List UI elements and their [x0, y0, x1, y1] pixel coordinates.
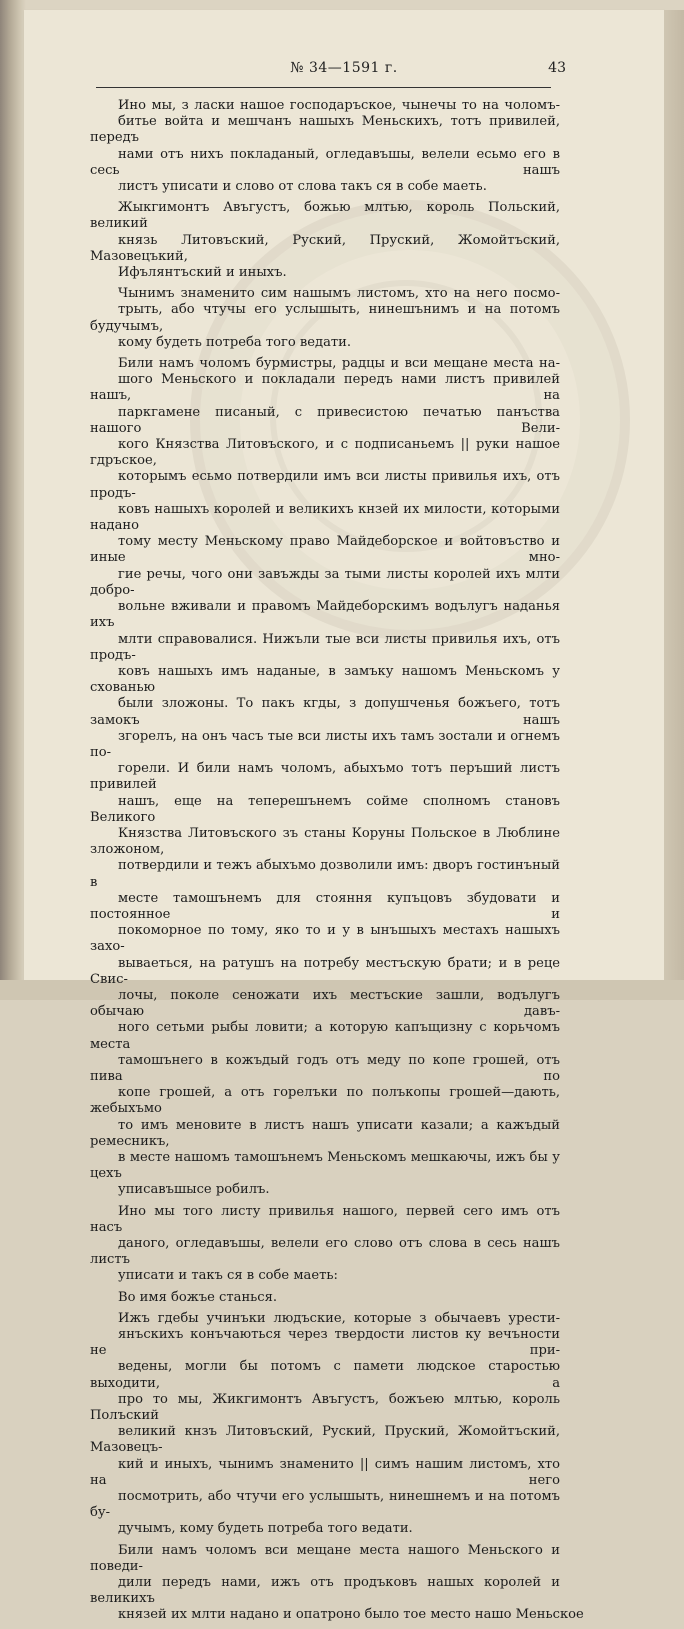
text-line: уписати и такъ ся в собе маеть:	[118, 1268, 338, 1284]
text-line: дили передъ нами, ижъ отъ продъковъ нашых королей и великихъ	[90, 1575, 560, 1607]
text-line: янъскихъ конъчаються через твердости листов ку вечъности не при-	[90, 1327, 560, 1359]
text-line: трыть, або чтучы его услышыть, нинешънимъ и на потомъ будучымъ,	[90, 302, 560, 334]
text-line: Во имя божъе станься.	[118, 1289, 278, 1305]
page-edge	[664, 10, 684, 1000]
text-line: уписавъшысе робилъ.	[118, 1182, 270, 1198]
text-line: Чынимъ знаменито сим нашымъ листомъ, хто на него посмо-	[118, 286, 560, 302]
text-line: кий и иныхъ, чынимъ знаменито || симъ нашим листомъ, хто на него	[90, 1456, 560, 1488]
text-line: в месте нашомъ тамошънемъ Меньскомъ мешкаючы, ижъ бы у цехъ	[90, 1150, 560, 1182]
paragraph	[90, 1290, 560, 1306]
header-rule	[96, 87, 551, 88]
paragraph	[90, 1204, 560, 1285]
text-line: лочы, поколе сеножати ихъ местъские зашли, водълугъ обычаю давъ-	[90, 987, 560, 1020]
text-line: гие речы, чого они завъжды за тыми листы королей ихъ млти добро-	[90, 566, 560, 598]
book-spine-shadow	[0, 0, 26, 1000]
paragraph	[90, 286, 560, 351]
text-line: покоморное по тому, яко то и у в ынъшыхъ местахъ нашыхъ захо-	[90, 923, 560, 955]
text-line: дучымъ, кому будеть потреба того ведати.	[118, 1521, 413, 1537]
text-line: Ижъ гдебы учинъки людъские, которые з обычаевъ урести-	[118, 1310, 560, 1326]
text-line: ковъ нашыхъ имъ наданые, в замъку нашомъ Меньскомъ у схованью	[90, 663, 560, 696]
text-line: нами отъ нихъ покладаный, огледавъшы, велели есьмо его в сесь нашъ	[90, 146, 560, 178]
text-line: Жыкгимонтъ Авъгустъ, божью млтью, король Польский, великий	[90, 200, 560, 232]
text-line: листъ уписати и слово от слова такъ ся в собе маеть.	[118, 179, 487, 195]
text-line: потвердили и тежъ абыхъмо дозволили имъ: дворъ гостинъный в	[90, 858, 560, 890]
document-body	[90, 98, 584, 1629]
text-line: ведены, могли бы потомъ с памети людское старостью выходити, а	[90, 1359, 560, 1391]
paragraph	[90, 356, 560, 1199]
text-line: вольне вживали и правомъ Майдеборскимъ водълугъ наданья ихъ	[90, 599, 560, 631]
text-line: кому будеть потреба того ведати.	[118, 334, 352, 350]
text-line: князей их млти надано и опатроно было тое место нашо Меньское	[118, 1607, 584, 1623]
text-line: Ифълянтъский и иныхъ.	[118, 265, 287, 281]
text-line: тому месту Меньскому право Майдеборское и войтовъство и иные мно-	[90, 534, 560, 566]
paragraph	[90, 98, 560, 195]
text-line: даного, огледавъшы, велели его слово отъ слова в сесь нашъ листъ	[90, 1236, 560, 1268]
text-line: горели. И били намъ чоломъ, абыхъмо тотъ перъший листъ привилей	[90, 761, 560, 793]
running-header	[24, 60, 664, 84]
text-line: шого Меньского и покладали передъ нами листъ привилей нашъ, на	[90, 372, 560, 404]
text-line: месте тамошънемъ для стояння купъцовъ збудовати и постоянное и	[90, 890, 560, 922]
document-number-title: № 34—1591 г.	[290, 60, 398, 76]
text-line: ного сетьми рыбы ловити; а которую капъщизну с корьчомъ места	[90, 1020, 560, 1052]
text-line: Били намъ чоломъ бурмистры, радцы и вси мещане места на-	[118, 356, 560, 372]
text-line: которымъ есьмо потвердили имъ вси листы привилья ихъ, отъ продъ-	[90, 469, 560, 501]
text-line: были зложоны. То пакъ кгды, з допушченья божъего, тотъ замокъ нашъ	[90, 696, 560, 728]
text-line: паркгамене писаный, с привесистою печатью панъства нашого Вели-	[90, 404, 560, 436]
text-line: тамошънего в кожъдый годъ отъ меду по копе грошей, отъ пива по	[90, 1052, 560, 1084]
text-line: князь Литовъский, Руский, Пруский, Жомойтъский, Мазовецъкий,	[90, 232, 560, 264]
text-line: Ино мы того листу привилья нашого, первей сего имъ отъ насъ	[90, 1203, 560, 1235]
paragraph	[90, 200, 560, 281]
text-line: то имъ меновите в листъ нашъ уписати казали; а кажъдый ремесникъ,	[90, 1117, 560, 1149]
text-line: ковъ нашыхъ королей и великихъ кнзей их милости, которыми надано	[90, 501, 560, 534]
page-number: 43	[548, 60, 566, 76]
text-line: млти справовалися. Нижъли тые вси листы привилья ихъ, отъ продъ-	[90, 631, 560, 663]
text-line: посмотрить, або чтучи его услышыть, нинешнемъ и на потомъ бу-	[90, 1489, 560, 1521]
text-line: Князства Литовъского зъ станы Коруны Польское в Люблине зложоном,	[90, 825, 560, 858]
text-line: Били намъ чоломъ вси мещане места нашого Меньского и поведи-	[90, 1542, 560, 1574]
paragraph	[90, 1542, 584, 1624]
text-line: кого Князства Литовъского, и с подписаньемъ || руки нашое гдръское,	[90, 437, 560, 469]
text-line: великий кнзъ Литовъский, Руский, Пруский, Жомойтъский, Мазовецъ-	[90, 1424, 560, 1456]
text-line: про то мы, Жикгимонтъ Авъгустъ, божъею млтью, король Полъский	[90, 1391, 560, 1424]
paragraph	[90, 1311, 560, 1538]
text-line: нашъ, еще на теперешънемъ сойме сполномъ становъ Великого	[90, 793, 560, 825]
text-line: вываеться, на ратушъ на потребу местъскую брати; и в реце Свис-	[90, 955, 560, 987]
text-line: битье войта и мешчанъ нашыхъ Меньскихъ, тотъ привилей, передъ	[90, 114, 560, 146]
text-line: копе грошей, а отъ горелъки по полъкопы грошей—дають, жебыхъмо	[90, 1085, 560, 1117]
text-line: Ино мы, з ласки нашое господаръское, чынечы то на чоломъ-	[118, 98, 560, 113]
text-line: згорелъ, на онъ часъ тые вси листы ихъ тамъ зостали и огнемъ по-	[90, 728, 560, 760]
